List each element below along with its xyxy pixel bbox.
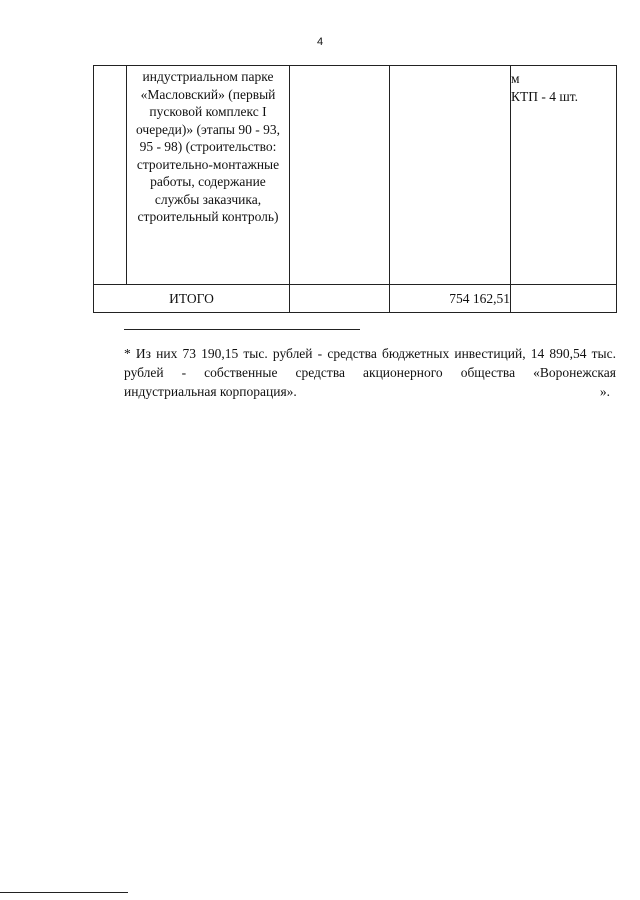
page-number: 4 xyxy=(316,36,324,48)
empty-cell xyxy=(290,285,390,313)
empty-cell xyxy=(390,66,511,285)
empty-cell xyxy=(290,66,390,285)
note-cell xyxy=(511,66,617,285)
table-row xyxy=(94,66,617,285)
note-text: м КТП - 4 шт. xyxy=(511,71,579,104)
description-cell xyxy=(127,66,290,285)
description-text: индустриальном парке «Масловский» (первый пусковой комплекс I очереди)» (этапы 90 - 93, 95 - 98) (строительство: строительно-монтажные работы, содержание службы заказчика, строительный контроль) xyxy=(136,69,280,224)
empty-cell xyxy=(511,285,617,313)
footnote-text: * Из них 73 190,15 тыс. рублей - средства бюджетных инвестиций, 14 890,54 тыс. рублей - собственные средства акционерного общества «Воронежская индустриальная корпорация». xyxy=(124,346,616,399)
footnote-divider xyxy=(124,329,360,330)
closing-quote: ». xyxy=(599,384,610,399)
total-row xyxy=(94,285,617,313)
footnote xyxy=(124,344,616,401)
total-label: ИТОГО xyxy=(94,285,290,313)
total-value: 754 162,51 xyxy=(390,285,511,313)
budget-table xyxy=(93,65,617,313)
bottom-divider xyxy=(0,892,128,893)
row-number-cell xyxy=(94,66,127,285)
